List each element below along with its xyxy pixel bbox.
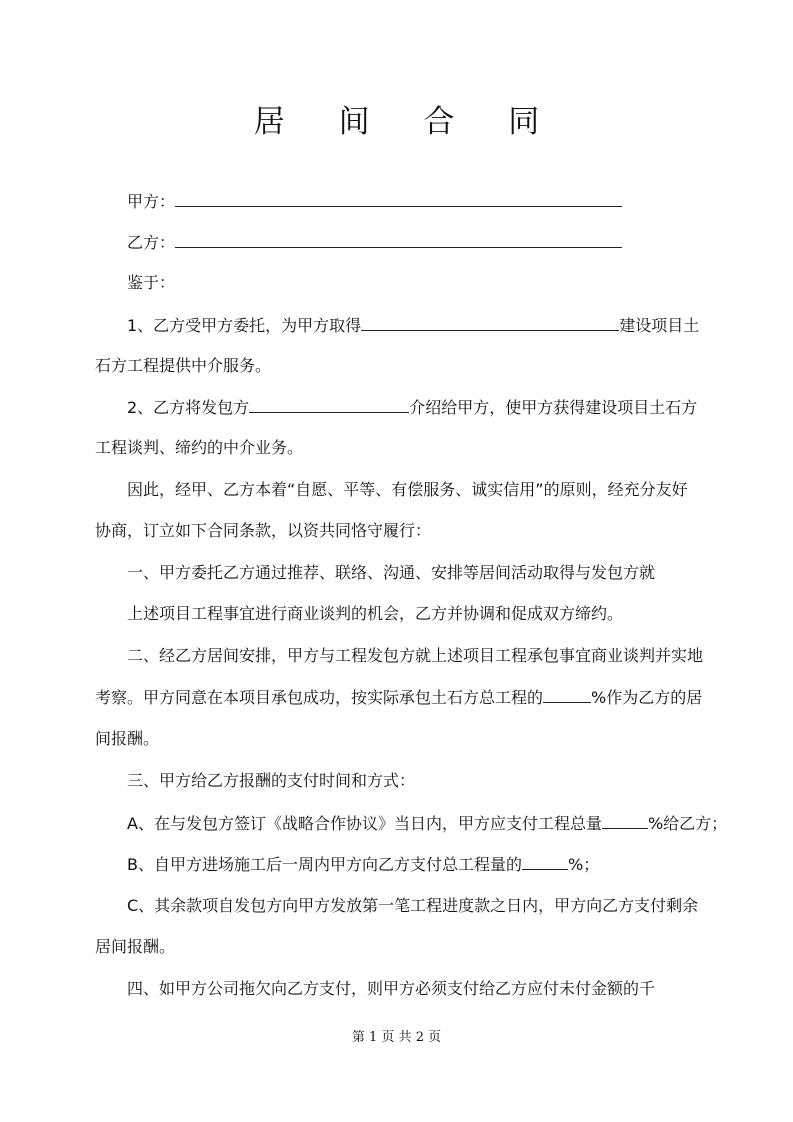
- article-2-text-b: %作为乙方的居: [591, 688, 703, 707]
- party-a-label: 甲方：: [127, 192, 176, 211]
- page-title: 居 间 合 同: [253, 104, 562, 140]
- payment-c-line-2: 居间报酬。: [95, 937, 176, 956]
- clause-2-blank[interactable]: [249, 397, 409, 413]
- payment-b-percent-blank[interactable]: [522, 854, 568, 870]
- payment-b-line: [127, 854, 599, 875]
- clause-1-text-a: 1、乙方受甲方委托，为甲方取得: [127, 316, 362, 335]
- payment-b-text-a: B、自甲方进场施工后一周内甲方向乙方支付总工程量的: [127, 855, 522, 874]
- article-1-line-2: 上述项目工程事宜进行商业谈判的机会，乙方并协调和促成双方缔约。: [127, 604, 624, 623]
- preamble-line-1: 因此，经甲、乙方本着“自愿、平等、有偿服务、诚实信用”的原则，经充分友好: [127, 480, 688, 499]
- article-2-text-a: 考察。甲方同意在本项目承包成功，按实际承包土石方总工程的: [95, 688, 544, 707]
- article-2-percent-blank[interactable]: [543, 687, 591, 703]
- article-1-line-1: 一、甲方委托乙方通过推荐、联络、沟通、安排等居间活动取得与发包方就: [127, 563, 656, 582]
- clause-1-blank[interactable]: [361, 315, 619, 331]
- clause-1-line-1: [127, 315, 699, 336]
- payment-b-text-b: %；: [567, 855, 600, 874]
- clause-1-text-b: 建设项目土: [619, 316, 700, 335]
- article-2-line-2: [95, 687, 702, 708]
- payment-c-line-1: C、其余款项自发包方向甲方发放第一笔工程进度款之日内，甲方向乙方支付剩余: [127, 896, 699, 915]
- page-footer: 第 1 页 共 2 页: [351, 1030, 442, 1045]
- clause-2-line-2: 工程谈判、缔约的中介业务。: [95, 438, 304, 457]
- article-2-line-3: 间报酬。: [95, 729, 160, 748]
- article-4-line-1: 四、如甲方公司拖欠向乙方支付，则甲方必须支付给乙方应付未付金额的千: [127, 979, 656, 998]
- payment-a-text-b: %给乙方；: [647, 814, 728, 833]
- party-b-label: 乙方：: [127, 233, 176, 252]
- payment-a-line: [127, 813, 727, 834]
- payment-a-percent-blank[interactable]: [602, 813, 648, 829]
- clause-2-text-b: 介绍给甲方，使甲方获得建设项目土石方: [409, 398, 698, 417]
- article-2-line-1: 二、经乙方居间安排，甲方与工程发包方就上述项目工程承包事宜商业谈判并实地: [127, 646, 704, 665]
- party-a-line: [127, 191, 622, 212]
- party-a-blank[interactable]: [175, 191, 622, 207]
- payment-a-text-a: A、在与发包方签订《战略合作协议》当日内，甲方应支付工程总量: [127, 814, 602, 833]
- article-3-heading: 三、甲方给乙方报酬的支付时间和方式：: [127, 771, 416, 790]
- clause-2-text-a: 2、乙方将发包方: [127, 398, 250, 417]
- party-b-blank[interactable]: [175, 232, 622, 248]
- clause-2-line-1: [127, 397, 697, 418]
- clause-1-line-2: 石方工程提供中介服务。: [95, 356, 272, 375]
- whereas-heading: 鉴于：: [127, 273, 176, 292]
- preamble-line-2: 协商，订立如下合同条款，以资共同恪守履行：: [95, 521, 432, 540]
- party-b-line: [127, 232, 622, 253]
